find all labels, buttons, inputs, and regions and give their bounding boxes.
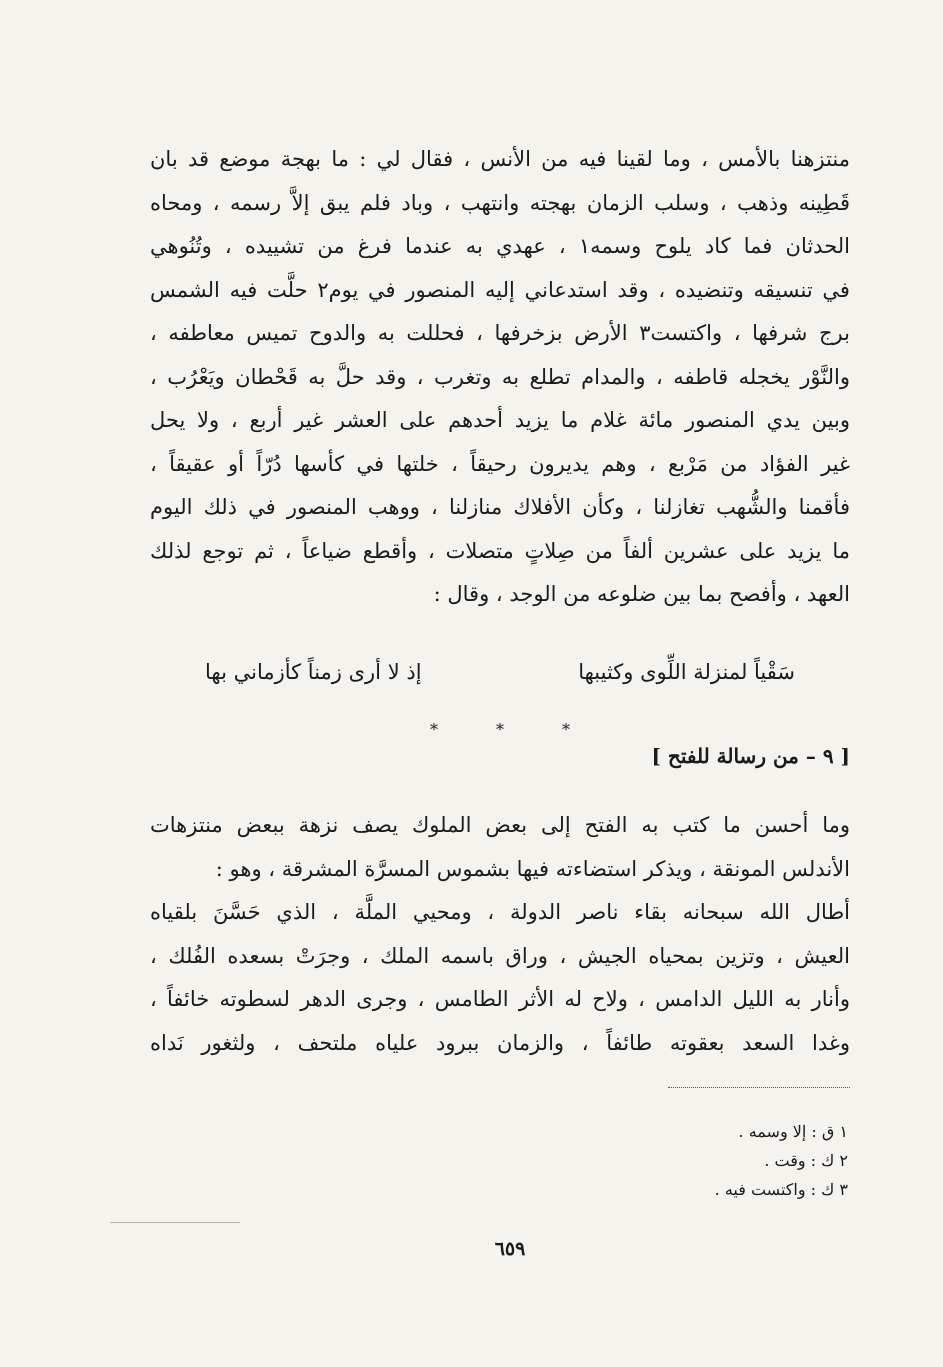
- separator-star: *: [562, 720, 570, 739]
- second-text-block: [150, 804, 850, 1065]
- section-separator: [430, 720, 570, 739]
- verse-hemistich-right: سَقْياً لمنزلة اللِّوى وكثيبها: [578, 660, 795, 684]
- footnote: ٣ ك : واكتست فيه .: [714, 1180, 848, 1199]
- text-line: وبين يدي المنصور مائة غلام ما يزيد أحدهم على العشر غير أربع ، ولا يحل: [150, 408, 850, 432]
- text-line: منتزهنا بالأمس ، وما لقينا فيه من الأنس ، فقال لي : ما بهجة موضع قد بان: [150, 147, 850, 171]
- text-line: أطال الله سبحانه بقاء ناصر الدولة ، ومحيي الملَّة ، الذي حَسَّنَ بلقياه: [150, 900, 850, 924]
- text-line: وأنار به الليل الدامس ، ولاح له الأثر الطامس ، وجرى الدهر لسطوته خائفاً ،: [150, 987, 850, 1011]
- text-line: والنَّوْر يخجله قاطفه ، والمدام تطلع به وتغرب ، وقد حلَّ به قَحْطان ويَعْرُب ،: [150, 364, 850, 389]
- text-line: قَطِينه وذهب ، وسلب الزمان بهجته وانتهب ، وباد فلم يبق إلاَّ رسمه ، ومحاه: [150, 190, 850, 215]
- text-line: برج شرفها ، واكتست٣ الأرض بزخرفها ، فحللت به والدوح تميس معاطفه ،: [150, 321, 850, 345]
- text-line: وما أحسن ما كتب به الفتح إلى بعض الملوك يصف نزهة ببعض منتزهات: [150, 813, 850, 837]
- main-text-block: [150, 138, 850, 617]
- text-line: غير الفؤاد من مَرْبع ، وهم يديرون رحيقاً ، خلتها في كأسها دُرّاً أو عقيقاً ،: [150, 451, 850, 476]
- text-line: الأندلس المونقة ، ويذكر استضاءته فيها بشموس المسرَّة المشرقة ، وهو :: [215, 856, 850, 881]
- footnote-divider: [668, 1087, 850, 1088]
- text-line: العهد ، وأفصح بما بين ضلوعه من الوجد ، وقال :: [433, 582, 850, 606]
- poem-verse: [205, 652, 795, 696]
- footnote: ٢ ك : وقت .: [764, 1151, 848, 1170]
- separator-star: *: [496, 720, 504, 739]
- section-heading: [ ٩ – من رسالة للفتح ]: [651, 744, 850, 768]
- text-line: ما يزيد على عشرين ألفاً من صِلاتٍ متصلات ، وأقطع ضياعاً ، ثم توجع لذلك: [150, 538, 850, 563]
- separator-star: *: [430, 720, 438, 739]
- text-line: الحدثان فما كاد يلوح وسمه١ ، عهدي به عندما فرغ من تشييده ، وتُنُوهي: [150, 234, 850, 258]
- text-line: فأقمنا والشُّهب تغازلنا ، وكأن الأفلاك منازلنا ، ووهب المنصور في ذلك اليوم: [150, 495, 850, 519]
- text-line: العيش ، وتزين بمحياه الجيش ، وراق باسمه الملك ، وجرَتْ بسعده الفُلك ،: [150, 943, 850, 968]
- scan-artifact-line: [110, 1222, 240, 1223]
- footnotes: [715, 1117, 848, 1204]
- verse-hemistich-left: إذ لا أرى زمناً كأزماني بها: [205, 660, 422, 684]
- page-number: ٦٥٩: [494, 1238, 526, 1260]
- footnote: ١ ق : إلا وسمه .: [738, 1122, 848, 1141]
- text-line: في تنسيقه وتنضيده ، وقد استدعاني إليه المنصور في يوم٢ حلَّت فيه الشمس: [150, 277, 850, 302]
- text-line: وغدا السعد بعقوته طائفاً ، والزمان ببرود علياه ملتحف ، ولثغور نَداه: [150, 1030, 850, 1055]
